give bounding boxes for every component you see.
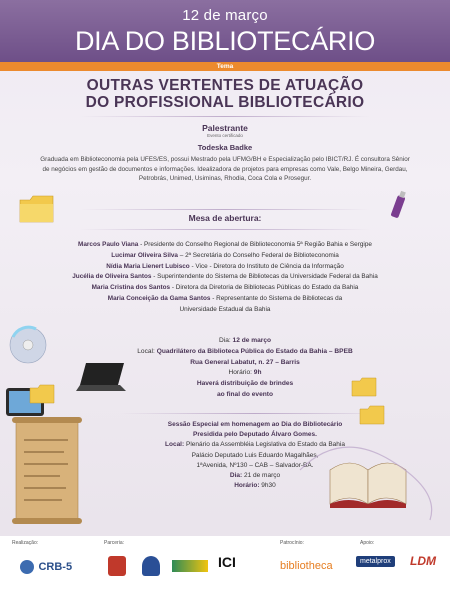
folder-icon [30, 385, 54, 403]
member-role: – 2ª Secretária do Conselho Federal de Biblioteconomia [177, 251, 339, 259]
theme-line-1: OUTRAS VERTENTES DE ATUAÇÃO [86, 77, 364, 94]
member-name: Maria Cristina dos Santos [91, 284, 171, 292]
special-title: Sessão Especial em homenagem ao Dia do Bibliotecário [167, 421, 343, 428]
footer-label-apoio: Apoio: [360, 540, 375, 546]
mesa-heading: Mesa de abertura: [188, 213, 262, 223]
theme-label: Tema [216, 63, 234, 70]
time-label: Horário: [234, 482, 260, 490]
cd-disc-icon [10, 327, 46, 363]
day-value: 12 de março [232, 337, 272, 344]
folder-icon [360, 406, 384, 424]
member-name: Lucimar Oliveira Silva [111, 251, 178, 259]
time-value: 9h30 [259, 482, 276, 490]
partner-logo-3 [172, 560, 208, 572]
gifts-text: Haverá distribuição de brindes [196, 380, 294, 388]
member-name: Nídia Maria Lienert Lubisco [106, 262, 190, 270]
footer-label-parceria: Parceria: [104, 540, 125, 546]
event-date: 12 de março [182, 7, 268, 24]
ici-logo: ICI [218, 554, 236, 570]
member-role: - Vice - Diretora do Instituto de Ciência da Informação [189, 262, 344, 270]
open-book-icon [330, 463, 406, 508]
day-value: 21 de março [242, 472, 281, 480]
member-name: Jucélia de Oliveira Santos [72, 273, 152, 281]
globe-icon [20, 560, 34, 574]
member-role: - Superintendente do Sistema de Bibliotecas da Universidade Federal da Bahia [151, 273, 378, 281]
crb5-logo [20, 558, 72, 576]
member-name: Marcos Paulo Viana [78, 241, 139, 248]
special-subtitle: Presidida pelo Deputado Álvaro Gomes. [193, 431, 317, 439]
papyrus-scroll-icon [12, 417, 82, 524]
local-value: Quadrilátero da Biblioteca Pública do Estado da Bahia – BPEB [156, 347, 353, 355]
folder-icon [352, 378, 376, 396]
member-name: Maria Conceição da Gama Santos [107, 294, 211, 302]
laptop-icon [76, 363, 126, 391]
folder-icon [20, 196, 53, 222]
speaker-note: Evento certificado [207, 133, 243, 138]
partner-logo-1 [108, 556, 126, 576]
gifts-text: ao final do evento [216, 390, 274, 398]
speaker-heading: Palestrante [202, 123, 248, 133]
theme-line-2: DO PROFISSIONAL BIBLIOTECÁRIO [85, 94, 365, 111]
list-item: Universidade Estadual da Bahia [179, 305, 271, 313]
day-label: Dia: [218, 337, 231, 344]
time-label: Horário: [228, 369, 252, 377]
metalprox-logo: metalprox [356, 556, 395, 567]
page-title: DIA DO BIBLIOTECÁRIO [74, 26, 376, 56]
day-label: Dia: [229, 472, 243, 480]
address-value: Rua General Labatut, n. 27 – Barris [190, 358, 300, 366]
crb5-text: CRB-5 [38, 560, 73, 573]
speaker-name: Todeska Badke [197, 143, 253, 152]
local-value: Plenário da Assembléia Legislativa do Estado da Bahia [184, 441, 345, 449]
footer-label-realizacao: Realização: [12, 540, 39, 546]
special-line-3: 1ªAvenida, Nº130 – CAB – Salvador-BA. [196, 461, 314, 469]
speaker-bio: Graduada em Biblioteconomia pela UFES/ES, possui Mestrado pela UFMG/BH e Especialização pelo IBICT/RJ. É consultora Sênior de negócios em gestão de documentos e informações. Idealizadora de projetos para empresas como Vale, Belgo Mineira, Gerdau, Petrobrás, Unimed, Usiminas, Rhodia, Coca Cola e Prosegur. [40, 156, 410, 182]
usb-drive-icon [390, 190, 407, 218]
member-role: - Diretora da Diretoria de Bibliotecas Públicas do Estado da Bahia [170, 284, 359, 292]
local-label: Local: [137, 347, 155, 355]
ldm-logo: LDM [410, 554, 436, 568]
footer-sponsors [0, 536, 450, 600]
member-role: - Representante do Sistema de Bibliotecas da [210, 294, 343, 302]
footer-label-patrocinio: Patrocínio: [280, 540, 304, 546]
member-role: - Presidente do Conselho Regional de Biblioteconomia 5ª Região Bahia e Sergipe [138, 241, 372, 248]
partner-logo-2 [142, 556, 160, 576]
local-label: Local: [165, 441, 185, 449]
bibliotheca-logo: bibliotheca [280, 560, 333, 572]
special-line-2: Palácio Deputado Luis Eduardo Magalhães, [191, 451, 319, 459]
time-value: 9h [253, 369, 262, 377]
